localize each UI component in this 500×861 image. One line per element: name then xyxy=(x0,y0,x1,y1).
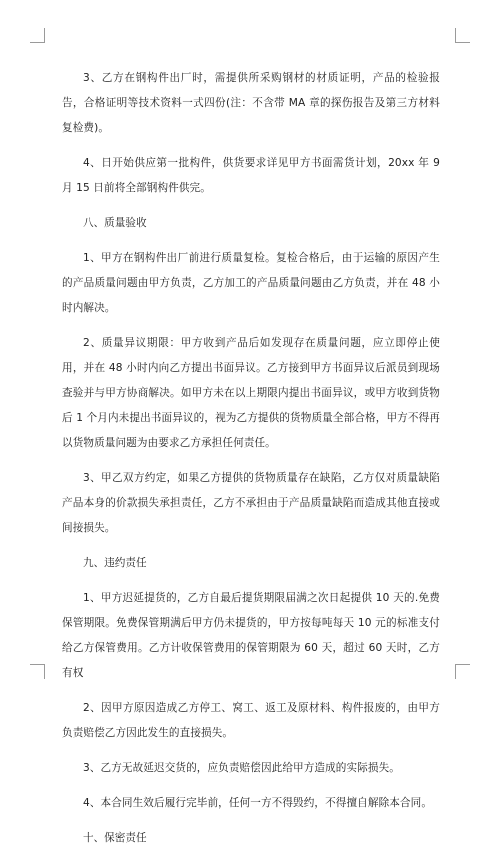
clause-7-3: 3、乙方在钢构件出厂时，需提供所采购钢材的材质证明，产品的检验报告，合格证明等技术资料一式四份(注：不含带 MA 章的探伤报告及第三方材料复检费)。 xyxy=(62,72,440,134)
crop-mark-bottom-right xyxy=(455,664,470,679)
section-8-heading: 八、质量验收 xyxy=(83,217,147,229)
document-body xyxy=(62,66,440,861)
section-10-heading: 十、保密责任 xyxy=(83,832,147,844)
clause-8-1: 1、甲方在钢构件出厂前进行质量复检。复检合格后，由于运输的原因产生的产品质量问题由甲方负责，乙方加工的产品质量问题由乙方负责，并在 48 小时内解决。 xyxy=(62,252,440,314)
crop-mark-top-left xyxy=(30,28,45,43)
crop-mark-bottom-left xyxy=(30,664,45,679)
clause-8-2: 2、质量异议期限：甲方收到产品后如发现存在质量问题，应立即停止使用，并在 48 小时内向乙方提出书面异议。乙方接到甲方书面异议后派员到现场查验并与甲方协商解决。如甲方未在以上期限内提出书面异议，或甲方收到货物后 1 个月内未提出书面异议的，视为乙方提供的货物质量全部合格，甲方不得再以货物质量问题为由要求乙方承担任何责任。 xyxy=(62,337,440,449)
clause-8-3: 3、甲乙双方约定，如果乙方提供的货物质量存在缺陷，乙方仅对质量缺陷产品本身的价款损失承担责任，乙方不承担由于产品质量缺陷而造成其他直接或间接损失。 xyxy=(62,472,440,534)
clause-9-2: 2、因甲方原因造成乙方停工、窝工、返工及原材料、构件报废的，由甲方负责赔偿乙方因此发生的直接损失。 xyxy=(62,702,440,739)
crop-mark-top-right xyxy=(455,28,470,43)
clause-9-4: 4、本合同生效后履行完毕前，任何一方不得毁约，不得擅自解除本合同。 xyxy=(83,797,433,809)
section-9-heading: 九、违约责任 xyxy=(83,557,147,569)
clause-9-1: 1、甲方迟延提货的，乙方自最后提货期限届满之次日起提供 10 天的.免费保管期限。免费保管期满后甲方仍未提货的，甲方按每吨每天 10 元的标准支付给乙方保管费用。乙方计收保管费用的保管期限为 60 天，超过 60 天时，乙方有权 xyxy=(62,592,440,679)
clause-9-3: 3、乙方无故延迟交货的，应负责赔偿因此给甲方造成的实际损失。 xyxy=(83,762,400,774)
clause-7-4: 4、日开始供应第一批构件，供货要求详见甲方书面需货计划，20xx 年 9 月 15 日前将全部钢构件供完。 xyxy=(62,157,440,194)
